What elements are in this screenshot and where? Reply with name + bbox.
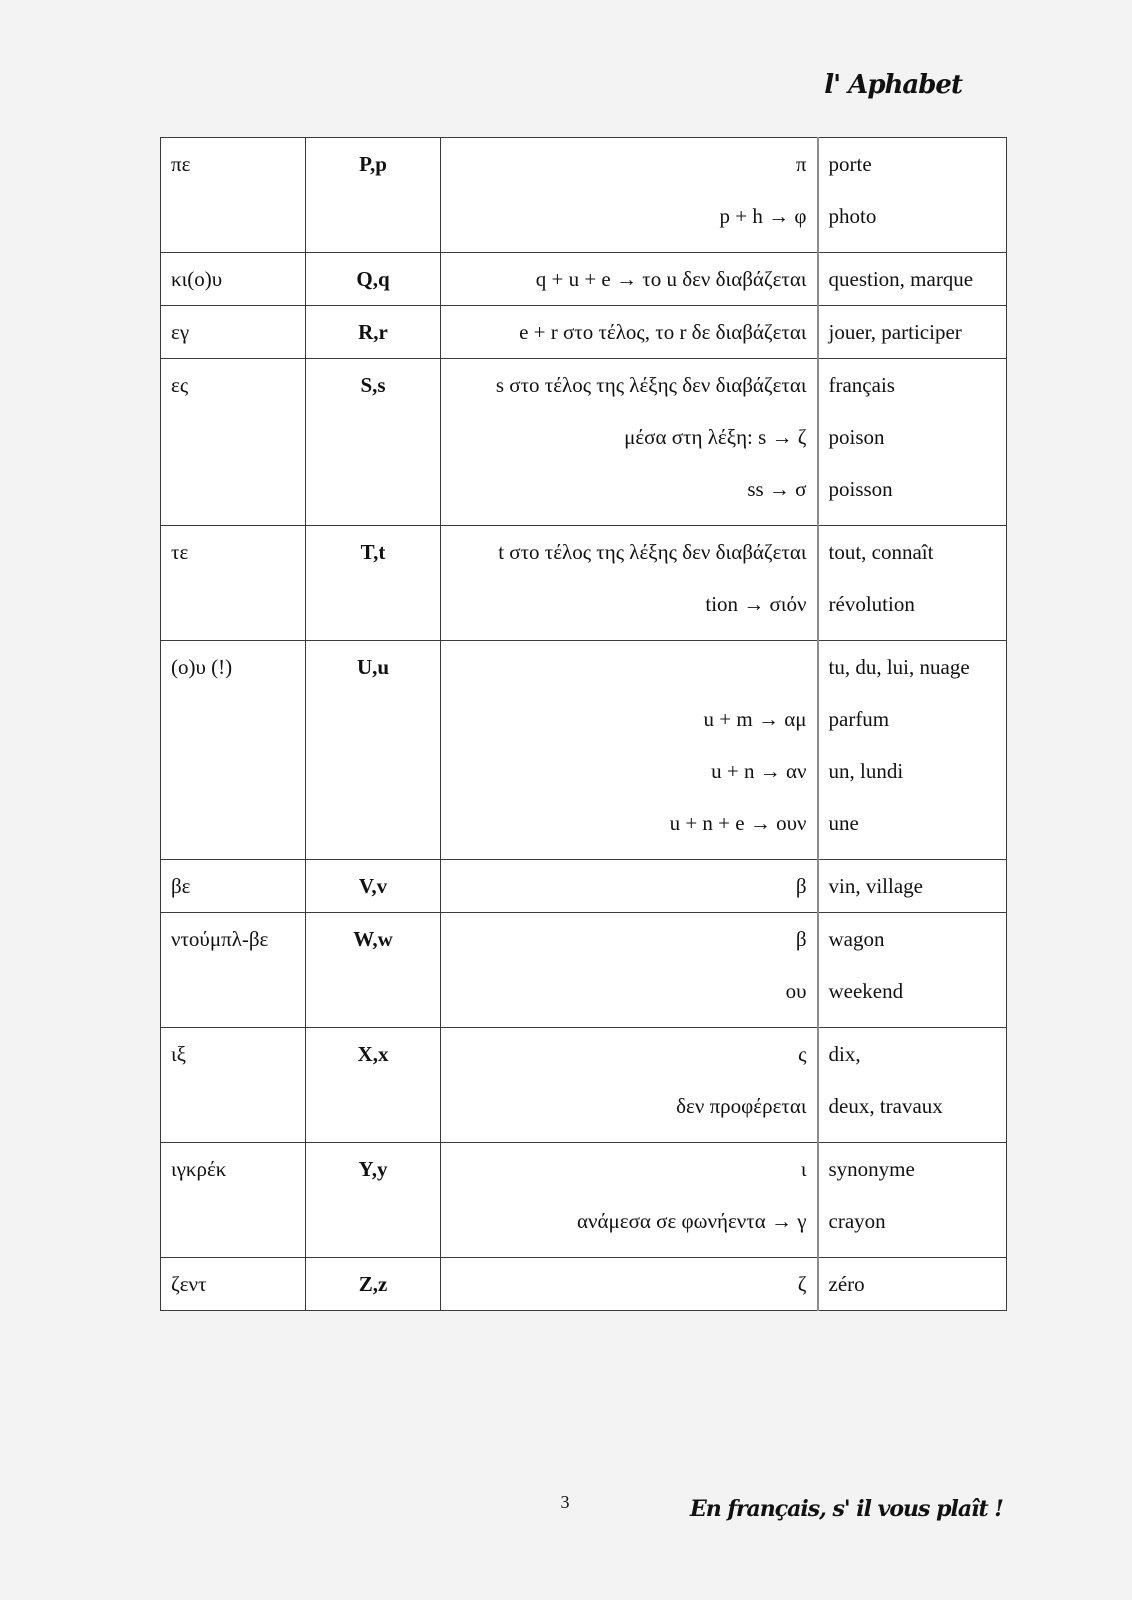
example-cell: [818, 1028, 1007, 1143]
pronunciation-rule-cell: [441, 1143, 818, 1258]
example-word: photo: [828, 204, 877, 228]
pronunciation-rule: u + n → αν: [711, 759, 807, 783]
letter-name: εγ: [171, 320, 190, 344]
letter-name-cell: [161, 913, 306, 1028]
pronunciation-rule: δεν προφέρεται: [676, 1094, 807, 1118]
example-word: vin, village: [828, 874, 923, 898]
example-cell: [818, 359, 1007, 526]
example-word: révolution: [828, 592, 915, 616]
letter-name-cell: [161, 138, 306, 253]
letter-name-cell: [161, 1028, 306, 1143]
letter-name-cell: [161, 526, 306, 641]
example-word: crayon: [828, 1209, 886, 1233]
pronunciation-rule-cell: [441, 1028, 818, 1143]
letter-glyph: T,t: [360, 540, 386, 564]
pronunciation-rule-cell: [441, 359, 818, 526]
pronunciation-rule: ζ: [797, 1272, 807, 1296]
example-word: deux, travaux: [828, 1094, 943, 1118]
page-footer-slogan: En français, s' il vous plaît !: [690, 1496, 1003, 1522]
table-row: [161, 1258, 1007, 1311]
example-word: weekend: [828, 979, 904, 1003]
pronunciation-rule: ανάμεσα σε φωνήεντα → γ: [577, 1209, 807, 1233]
pronunciation-rule-cell: [441, 913, 818, 1028]
pronunciation-rule: ss → σ: [747, 477, 807, 501]
letter-name-cell: [161, 253, 306, 306]
pronunciation-rule: π: [795, 152, 807, 176]
pronunciation-rule-cell: [441, 641, 818, 860]
example-cell: [818, 138, 1007, 253]
alphabet-table-body: [161, 138, 1007, 1311]
letter-glyph: P,p: [359, 152, 387, 176]
letter-name: πε: [171, 152, 191, 176]
letter-name: ντούμπλ-βε: [171, 927, 269, 951]
pronunciation-rule: u + m → αμ: [703, 707, 807, 731]
table-row: [161, 1143, 1007, 1258]
table-row: [161, 913, 1007, 1028]
example-word: tu, du, lui, nuage: [828, 655, 970, 679]
letter-cell: [306, 641, 441, 860]
pronunciation-rule: ι: [800, 1157, 807, 1181]
letter-cell: [306, 1258, 441, 1311]
letter-name: (ο)υ (!): [171, 655, 233, 679]
example-word: français: [828, 373, 895, 397]
pronunciation-rule-cell: [441, 526, 818, 641]
pronunciation-rule: q + u + e → το u δεν διαβάζεται: [535, 267, 807, 291]
table-row: [161, 641, 1007, 860]
letter-glyph: W,w: [353, 927, 393, 951]
example-cell: [818, 1258, 1007, 1311]
pronunciation-rule: β: [795, 927, 807, 951]
pronunciation-rule: p + h → φ: [719, 204, 807, 228]
letter-name: τε: [171, 540, 189, 564]
letter-glyph: Y,y: [358, 1157, 388, 1181]
table-row: [161, 253, 1007, 306]
pronunciation-rule: tion → σιόν: [705, 592, 807, 616]
letter-name: κι(ο)υ: [171, 267, 223, 291]
pronunciation-rule: e + r στο τέλος, το r δε διαβάζεται: [519, 320, 807, 344]
letter-glyph: V,v: [358, 874, 388, 898]
letter-name-cell: [161, 1143, 306, 1258]
pronunciation-rule-cell: [441, 253, 818, 306]
letter-glyph: X,x: [357, 1042, 389, 1066]
example-cell: [818, 253, 1007, 306]
letter-cell: [306, 1028, 441, 1143]
letter-name: ιξ: [171, 1042, 187, 1066]
pronunciation-rule-cell: [441, 860, 818, 913]
letter-glyph: R,r: [358, 320, 388, 344]
table-row: [161, 1028, 1007, 1143]
letter-cell: [306, 860, 441, 913]
pronunciation-rule: s στο τέλος της λέξης δεν διαβάζεται: [495, 373, 807, 397]
example-word: question, marque: [828, 267, 974, 291]
example-cell: [818, 1143, 1007, 1258]
example-word: synonyme: [828, 1157, 915, 1181]
letter-name: ζεντ: [171, 1272, 207, 1296]
pronunciation-rule-cell: [441, 306, 818, 359]
example-word: jouer, participer: [828, 320, 962, 344]
example-cell: [818, 641, 1007, 860]
letter-cell: [306, 526, 441, 641]
example-word: dix,: [828, 1042, 861, 1066]
example-word: une: [828, 811, 859, 835]
page-header-title: l' Aphabet: [824, 70, 962, 100]
letter-cell: [306, 359, 441, 526]
letter-cell: [306, 138, 441, 253]
letter-name-cell: [161, 306, 306, 359]
letter-cell: [306, 306, 441, 359]
letter-glyph: S,s: [360, 373, 386, 397]
letter-name: βε: [171, 874, 191, 898]
letter-glyph: Q,q: [356, 267, 390, 291]
letter-name-cell: [161, 1258, 306, 1311]
example-cell: [818, 860, 1007, 913]
letter-cell: [306, 1143, 441, 1258]
letter-name-cell: [161, 860, 306, 913]
example-word: parfum: [828, 707, 890, 731]
letter-cell: [306, 913, 441, 1028]
pronunciation-rule: ου: [785, 979, 807, 1003]
page-number: 3: [560, 1492, 570, 1512]
letter-cell: [306, 253, 441, 306]
table-row: [161, 306, 1007, 359]
example-cell: [818, 306, 1007, 359]
pronunciation-rule-cell: [441, 138, 818, 253]
pronunciation-rule: μέσα στη λέξη: s → ζ: [624, 425, 807, 449]
pronunciation-rule-cell: [441, 1258, 818, 1311]
example-word: un, lundi: [828, 759, 904, 783]
letter-name: ες: [171, 373, 189, 397]
example-cell: [818, 526, 1007, 641]
example-word: porte: [828, 152, 872, 176]
letter-name-cell: [161, 641, 306, 860]
pronunciation-rule: β: [795, 874, 807, 898]
example-cell: [818, 913, 1007, 1028]
example-word: poison: [828, 425, 885, 449]
letter-name: ιγκρέκ: [171, 1157, 227, 1181]
pronunciation-rule: t στο τέλος της λέξης δεν διαβάζεται: [498, 540, 807, 564]
pronunciation-rule: [451, 641, 807, 693]
letter-name-cell: [161, 359, 306, 526]
pronunciation-rule: ς: [798, 1042, 807, 1066]
letter-glyph: U,u: [356, 655, 390, 679]
example-word: tout, connaît: [828, 540, 934, 564]
table-row: [161, 860, 1007, 913]
example-word: poisson: [828, 477, 893, 501]
example-word: wagon: [828, 927, 885, 951]
pronunciation-rule: u + n + e → ουν: [669, 811, 807, 835]
table-row: [161, 526, 1007, 641]
table-row: [161, 138, 1007, 253]
alphabet-table: [160, 137, 1007, 1311]
table-row: [161, 359, 1007, 526]
example-word: zéro: [828, 1272, 865, 1296]
letter-glyph: Z,z: [358, 1272, 388, 1296]
